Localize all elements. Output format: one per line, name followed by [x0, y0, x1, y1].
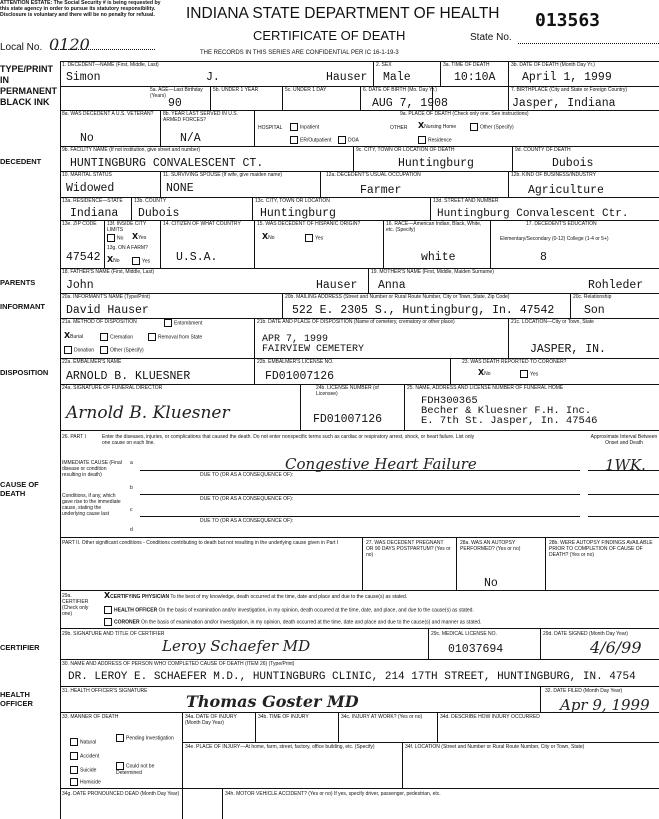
checkbox-other-disposition[interactable]: [100, 346, 144, 354]
checkbox-box[interactable]: [290, 136, 298, 144]
checkbox-other-specify[interactable]: [470, 123, 514, 131]
homicide-label: Homicide: [80, 779, 101, 786]
label-mailing-address: 20b. MAILING ADDRESS (Street and Number or Rural Route Number, City or Town, State, Zip Code): [285, 294, 510, 300]
checkbox-box[interactable]: [338, 136, 346, 144]
value-interval: 1WK.: [605, 456, 646, 474]
label-sex: 2. SEX: [376, 62, 392, 68]
checkbox-box[interactable]: [132, 257, 140, 265]
certifying-physician-label: CERTIFYING PHYSICIAN: [110, 594, 170, 600]
label-zip: 13e. ZIP CODE: [62, 221, 97, 227]
side-type-print: TYPE/PRINT IN PERMANENT BLACK INK: [0, 64, 58, 107]
label-completed-by: 30. NAME AND ADDRESS OF PERSON WHO COMPLETED CAUSE OF DEATH (ITEM 26) (Type/Print): [62, 661, 295, 667]
label-injury-location: 34f. LOCATION (Street and Number or Rural Route Number, City or Town, State): [405, 744, 585, 750]
value-father-first: John: [66, 279, 94, 292]
label-certifier: 29a. CERTIFIER (Check only one): [62, 593, 89, 617]
label-date-of-injury: 34a. DATE OF INJURY (Month Day Year): [185, 714, 237, 726]
value-funeral-home-address: E. 7th St. Jasper, In. 47546: [421, 415, 598, 427]
value-funeral-home-license: FDH300365: [421, 395, 478, 407]
label-part-1: 26. PART I: [62, 434, 86, 440]
check-mark-icon: X: [132, 232, 139, 241]
value-date-filed: Apr 9, 1999: [560, 696, 650, 714]
label-year-served: 8b. YEAR LAST SERVED IN U.S. ARMED FORCES?: [163, 111, 239, 123]
removal-label: Removal from State: [158, 334, 203, 341]
side-informant: INFORMANT: [0, 302, 45, 311]
value-disposition-date: APR 7, 1999: [262, 334, 329, 345]
label-funeral-director-signature: 24a. SIGNATURE OF FUNERAL DIRECTOR: [62, 385, 163, 391]
inside-limits-yes[interactable]: [132, 234, 146, 241]
doa-label: DOA: [348, 137, 359, 144]
label-embalmer: 22a. EMBALMER'S NAME: [62, 359, 122, 365]
value-street: Huntingburg Convalescent Ctr.: [437, 208, 629, 220]
checkbox-cremation[interactable]: [100, 333, 133, 341]
label-date-filed: 32. DATE FILED (Month Day Year): [545, 688, 623, 694]
checkbox-box[interactable]: [520, 370, 528, 378]
inside-limits-no[interactable]: [107, 234, 123, 242]
label-injury-description: 34d. DESCRIBE HOW INJURY OCCURRED: [440, 714, 540, 720]
checkbox-removal[interactable]: [148, 333, 202, 341]
certifying-physician-text: To the best of my knowledge, death occurred at the time, date and place and due to the cause(s) as stated.: [170, 594, 408, 600]
yes-label: Yes: [138, 235, 147, 241]
checkbox-box[interactable]: [116, 734, 124, 742]
label-autopsy: 28a. WAS AN AUTOPSY PERFORMED? (Yes or no): [460, 540, 521, 552]
value-city-of-death: Huntingburg: [398, 157, 474, 170]
label-time-of-injury: 34b. TIME OF INJURY: [258, 714, 309, 720]
label-place-of-death: 9a. PLACE OF DEATH (Check only one. See instructions): [400, 111, 529, 117]
value-medical-license: 01037694: [448, 643, 504, 656]
label-mother: 19. MOTHER'S NAME (First, Middle, Maiden Surname): [371, 269, 494, 275]
value-zip: 47542: [66, 251, 101, 264]
value-relationship: Son: [584, 304, 605, 317]
health-officer-text: On the basis of examination and/or investigation, in my opinion, death occurred at the time, date, and place, and due to the cause(s) as stated.: [158, 607, 474, 614]
health-officer-label: HEALTH OFFICER: [114, 607, 158, 614]
label-place-of-injury: 34e. PLACE OF INJURY—At home, farm, street, factory, office building, etc. (Specify): [185, 744, 375, 750]
no-label: No: [484, 371, 491, 377]
checkbox-box[interactable]: [305, 234, 313, 242]
checkbox-box[interactable]: [70, 766, 78, 774]
label-due-to-c: DUE TO (OR AS A CONSEQUENCE OF):: [200, 518, 294, 524]
yes-label: Yes: [315, 235, 324, 242]
checkbox-box[interactable]: [70, 738, 78, 746]
check-mark-icon: X: [107, 255, 114, 264]
checkbox-doa[interactable]: [338, 136, 359, 144]
label-manner: 33. MANNER OF DEATH: [62, 714, 119, 720]
value-last-name: Hauser: [326, 71, 368, 84]
label-date-of-birth: 6. DATE OF BIRTH (Mo. Day Yr.): [363, 87, 437, 93]
checkbox-natural[interactable]: [70, 738, 96, 746]
value-autopsy: No: [484, 577, 498, 590]
checkbox-certifying-physician[interactable]: [104, 593, 407, 600]
local-no: [0, 35, 90, 54]
nursing-home-label: Nursing Home: [424, 124, 457, 130]
value-education: 8: [540, 251, 547, 264]
check-mark-icon: X: [104, 591, 111, 600]
checkbox-pending[interactable]: [116, 734, 176, 742]
checkbox-box[interactable]: [418, 136, 426, 144]
value-birthplace: Jasper, Indiana: [512, 97, 616, 110]
label-funeral-home: 25. NAME, ADDRESS AND LICENSE NUMBER OF FUNERAL HOME: [407, 385, 564, 391]
coroner-no[interactable]: [478, 370, 491, 377]
label-immediate-cause: IMMEDIATE CAUSE (Final disease or condition resulting in death): [62, 460, 122, 478]
checkbox-box[interactable]: [100, 333, 108, 341]
label-interval: Approximate Interval Between Onset and Death: [590, 434, 658, 446]
checkbox-residence[interactable]: [418, 136, 452, 144]
cremation-label: Cremation: [110, 334, 134, 341]
checkbox-box[interactable]: [116, 762, 124, 770]
label-hospital: HOSPITAL: [258, 125, 283, 131]
value-time-of-death: 10:10A: [454, 71, 496, 84]
label-education: 17. DECEDENT'S EDUCATION: [526, 221, 597, 227]
side-cause: CAUSE OF DEATH: [0, 480, 39, 498]
label-due-to-a: DUE TO (OR AS A CONSEQUENCE OF):: [200, 472, 294, 478]
check-mark-icon: X: [262, 232, 269, 241]
value-year-served: N/A: [180, 132, 201, 145]
label-due-to-b: DUE TO (OR AS A CONSEQUENCE OF):: [200, 496, 294, 502]
value-residence-state: Indiana: [70, 207, 119, 220]
natural-label: Natural: [80, 739, 97, 746]
side-disposition: DISPOSITION: [0, 368, 49, 377]
confidential-note: THE RECORDS IN THIS SERIES ARE CONFIDENTIAL PER IC 16-1-19-3: [200, 50, 399, 56]
label-under-1-day: 5c. UNDER 1 DAY: [285, 87, 327, 93]
checkbox-er[interactable]: [290, 136, 331, 144]
certificate-number: 013563: [535, 10, 601, 31]
checkbox-box[interactable]: [104, 618, 112, 626]
label-pregnant: 27. WAS DECEDENT PREGNANT OR 90 DAYS POSTPARTUM? (Yes or no): [366, 540, 451, 558]
label-residence-state: 13a. RESIDENCE—STATE: [62, 198, 123, 204]
label-age: 5a. AGE—Last Birthday (Years): [150, 87, 203, 99]
value-residence-county: Dubois: [138, 207, 180, 220]
value-embalmer: ARNOLD B. KLUESNER: [66, 370, 191, 383]
local-no-label: Local No.: [0, 42, 43, 53]
label-disposition-location: 21c. LOCATION—City or Town, State: [511, 319, 594, 325]
hispanic-no[interactable]: [262, 234, 275, 241]
side-certifier: CERTIFIER: [0, 643, 40, 652]
value-completed-by: DR. LEROY E. SCHAEFER M.D., HUNTINGBURG CLINIC, 214 17TH STREET, HUNTINGBURG, IN. 4754: [68, 671, 636, 683]
label-medical-license: 29c. MEDICAL LICENSE NO.: [431, 631, 497, 637]
value-spouse: NONE: [166, 182, 194, 195]
label-occupation: 12a. DECEDENT'S USUAL OCCUPATION: [326, 172, 421, 178]
label-residence-city: 13c. CITY, TOWN OR LOCATION: [255, 198, 330, 204]
label-under-1-year: 5b. UNDER 1 YEAR: [213, 87, 259, 93]
checkbox-inpatient[interactable]: [290, 123, 319, 131]
farm-no[interactable]: [107, 257, 120, 264]
label-line-b: b: [130, 485, 133, 491]
entombment-label: Entombment: [174, 320, 203, 327]
label-injury-at-work: 34c. INJURY AT WORK? (Yes or no): [341, 714, 423, 720]
undetermined-label: Could not be Determined: [116, 763, 155, 776]
check-mark-icon: X: [418, 121, 425, 130]
no-label: No: [117, 235, 124, 242]
value-age: 90: [168, 97, 182, 110]
label-disposition-method: 21a. METHOD OF DISPOSITION: [62, 319, 137, 325]
yes-label: Yes: [142, 258, 151, 265]
label-street: 13d. STREET AND NUMBER: [433, 198, 499, 204]
no-label: No: [268, 235, 275, 241]
label-time-of-death: 3a. TIME OF DEATH: [443, 62, 490, 68]
burial-label: Burial: [70, 334, 83, 340]
checkbox-entombment[interactable]: [164, 319, 202, 327]
label-line-c: c: [130, 507, 133, 513]
side-health-officer: HEALTH OFFICER: [0, 690, 33, 708]
checkbox-box[interactable]: [100, 346, 108, 354]
label-line-a: a: [130, 460, 133, 466]
value-facility: HUNTINGBURG CONVALESCENT CT.: [70, 157, 264, 170]
value-funeral-home-name: Becher & Kluesner F.H. Inc.: [421, 405, 592, 417]
funeral-director-signature: Arnold B. Kluesner: [66, 403, 230, 423]
value-informant: David Hauser: [66, 304, 149, 317]
value-mailing-address: 522 E. 2305 S., Huntingburg, In. 47542: [292, 304, 555, 317]
label-motor-vehicle: 34h. MOTOR VEHICLE ACCIDENT? (Yes or no) If yes, specify driver, passenger, pedestrian, etc.: [225, 791, 441, 797]
side-decedent: DECEDENT: [0, 157, 42, 166]
label-embalmer-license: 22b. EMBALMER'S LICENSE NO.: [257, 359, 334, 365]
checkbox-box[interactable]: [290, 123, 298, 131]
label-birthplace: 7. BIRTHPLACE (City and State or Foreign Country): [511, 87, 628, 93]
value-sex: Male: [383, 71, 411, 84]
label-veteran: 8a. WAS DECEDENT A U.S. VETERAN?: [62, 111, 154, 117]
state-no-label: State No.: [470, 32, 512, 43]
label-line-d: d: [130, 527, 133, 533]
label-disposition-place: 21b. DATE AND PLACE OF DISPOSITION (Name of cemetery, crematory or other place): [257, 319, 455, 325]
label-inside-city-limits: 13f. INSIDE CITY LIMITS: [107, 221, 147, 233]
label-part-1-instructions: Enter the diseases, injuries, or complications that caused the death. Do not enter nonspecific terms such as cardiac or respiratory arrest, shock, or heart failure. List only one cause on each line.: [102, 434, 475, 446]
label-certifier-signature: 29b. SIGNATURE AND TITLE OF CERTIFIER: [62, 631, 165, 637]
value-father-last: Hauser: [316, 279, 358, 292]
value-immediate-cause: Congestive Heart Failure: [285, 455, 477, 473]
label-autopsy-findings: 28b. WERE AUTOPSY FINDINGS AVAILABLE PRIOR TO COMPLETION OF CAUSE OF DEATH? (Yes or no): [549, 540, 653, 558]
check-mark-icon: X: [478, 368, 485, 377]
checkbox-health-officer[interactable]: [104, 606, 474, 614]
label-marital-status: 10. MARITAL STATUS: [62, 172, 112, 178]
checkbox-box[interactable]: [148, 333, 156, 341]
residence-label: Residence: [428, 137, 452, 144]
value-veteran: No: [80, 132, 94, 145]
label-date-of-death: 3b. DATE OF DEATH (Month Day Yr.): [511, 62, 595, 68]
label-coroner-reported: 23. WAS DEATH REPORTED TO CORONER?: [462, 359, 567, 365]
label-race: 16. RACE—American Indian, Black, White, etc. (Specify): [386, 221, 482, 233]
label-education-sub: Elementary/Secondary (0-12) College (1-4 or 5+): [500, 236, 609, 242]
no-label: No: [113, 258, 120, 264]
checkbox-box[interactable]: [164, 319, 172, 327]
label-other: OTHER: [390, 125, 408, 131]
checkbox-box[interactable]: [104, 606, 112, 614]
label-city-of-death: 9c. CITY, TOWN OR LOCATION OF DEATH: [356, 147, 455, 153]
value-middle-name: J.: [206, 71, 220, 84]
value-first-name: Simon: [66, 71, 101, 84]
label-on-a-farm: 13g. ON A FARM?: [107, 245, 148, 251]
label-relationship: 20c. Relationship: [573, 294, 612, 300]
checkbox-undetermined[interactable]: [116, 762, 176, 776]
coroner-yes[interactable]: [520, 370, 538, 378]
value-mother-last: Rohleder: [588, 279, 644, 292]
checkbox-suicide[interactable]: [70, 766, 96, 774]
pending-label: Pending Investigation: [126, 735, 174, 742]
side-parents: PARENTS: [0, 278, 36, 287]
value-marital-status: Widowed: [66, 182, 115, 195]
agency-title: INDIANA STATE DEPARTMENT OF HEALTH: [186, 5, 500, 22]
label-health-officer-signature: 31. HEALTH OFFICER'S SIGNATURE: [62, 688, 148, 694]
check-mark-icon: X: [64, 331, 71, 340]
label-facility: 9b. FACILITY NAME (If not institution, give street and number): [62, 147, 201, 153]
yes-label: Yes: [530, 371, 539, 378]
other-disposition-label: Other (Specify): [110, 347, 144, 354]
value-occupation: Farmer: [360, 184, 402, 197]
checkbox-nursing-home[interactable]: [418, 123, 456, 130]
value-date-signed: 4/6/99: [590, 638, 642, 657]
checkbox-burial[interactable]: [64, 333, 83, 340]
value-citizen: U.S.A.: [176, 251, 218, 264]
label-conditions: Conditions, if any, which gave rise to the immediate cause, stating the underlying cause last: [62, 493, 121, 517]
value-cemetery: FAIRVIEW CEMETERY: [262, 344, 365, 355]
label-informant: 20a. INFORMANT'S NAME (Type/Print): [62, 294, 151, 300]
value-date-of-birth: AUG 7, 1908: [372, 97, 448, 110]
label-part-2: PART II. Other significant conditions - Conditions contributing to death but not resulting in the underlying cause given in Part I: [62, 540, 339, 546]
notice: ATTENTION ESTATE: The Social Security # is being requested by this state agency in order to pursue its statutory responsibility. Disclosure is voluntary and there will be no penalty for refusal.: [0, 0, 161, 18]
label-spouse: 11. SURVIVING SPOUSE (If wife, give maiden name): [163, 172, 283, 178]
label-residence-county: 13b. COUNTY: [134, 198, 167, 204]
checkbox-accident[interactable]: [70, 752, 99, 760]
checkbox-coroner[interactable]: [104, 618, 481, 626]
label-industry: 12b. KIND OF BUSINESS/INDUSTRY: [511, 172, 596, 178]
certificate-title: CERTIFICATE OF DEATH: [253, 28, 406, 43]
checkbox-box[interactable]: [107, 234, 115, 242]
health-officer-signature: Thomas Goster MD: [186, 692, 359, 711]
label-license-number: 24b. LICENSE NUMBER (of Licensee): [316, 385, 379, 397]
label-county-of-death: 9d. COUNTY OF DEATH: [515, 147, 571, 153]
value-residence-city: Huntingburg: [260, 207, 336, 220]
checkbox-box[interactable]: [64, 346, 72, 354]
value-date-of-death: April 1, 1999: [522, 71, 612, 84]
label-father: 18. FATHER'S NAME (First, Middle, Last): [62, 269, 154, 275]
local-no-value: 0120: [49, 35, 90, 54]
checkbox-box[interactable]: [70, 778, 78, 786]
label-date-pronounced: 34g. DATE PRONOUNCED DEAD (Month Day Year): [62, 791, 180, 797]
value-race: white: [421, 251, 456, 264]
checkbox-donation[interactable]: [64, 346, 94, 354]
hispanic-yes[interactable]: [305, 234, 323, 242]
checkbox-box[interactable]: [70, 752, 78, 760]
label-date-signed: 29d. DATE SIGNED (Month Day Year): [543, 631, 628, 637]
certifier-signature: Leroy Schaefer MD: [162, 637, 311, 655]
label-hispanic: 15. WAS DECEDENT OF HISPANIC ORIGIN?: [257, 221, 361, 227]
checkbox-box[interactable]: [470, 123, 478, 131]
farm-yes[interactable]: [132, 257, 150, 265]
value-embalmer-license: FD01007126: [265, 370, 335, 383]
er-label: ER/Outpatient: [300, 137, 332, 144]
inpatient-label: Inpatient: [300, 124, 320, 131]
coroner-text: On the basis of examination and/or investigation, in my opinion, death occurred at the time, date and place and due to the cause(s) and manner as stated.: [140, 619, 482, 626]
label-decedent-name: 1. DECEDENT—NAME (First, Middle, Last): [62, 62, 159, 68]
value-disposition-location: JASPER, IN.: [530, 343, 606, 356]
label-citizen: 14. CITIZEN OF WHAT COUNTRY: [163, 221, 241, 227]
suicide-label: Suicide: [80, 767, 97, 774]
coroner-label: CORONER: [114, 619, 140, 626]
accident-label: Accident: [80, 753, 100, 760]
value-mother-first: Anna: [378, 279, 406, 292]
checkbox-homicide[interactable]: [70, 778, 101, 786]
value-industry: Agriculture: [528, 184, 604, 197]
value-county-of-death: Dubois: [552, 157, 594, 170]
donation-label: Donation: [74, 347, 95, 354]
value-license-number: FD01007126: [313, 413, 383, 426]
other-specify-label: Other (Specify): [480, 124, 514, 131]
